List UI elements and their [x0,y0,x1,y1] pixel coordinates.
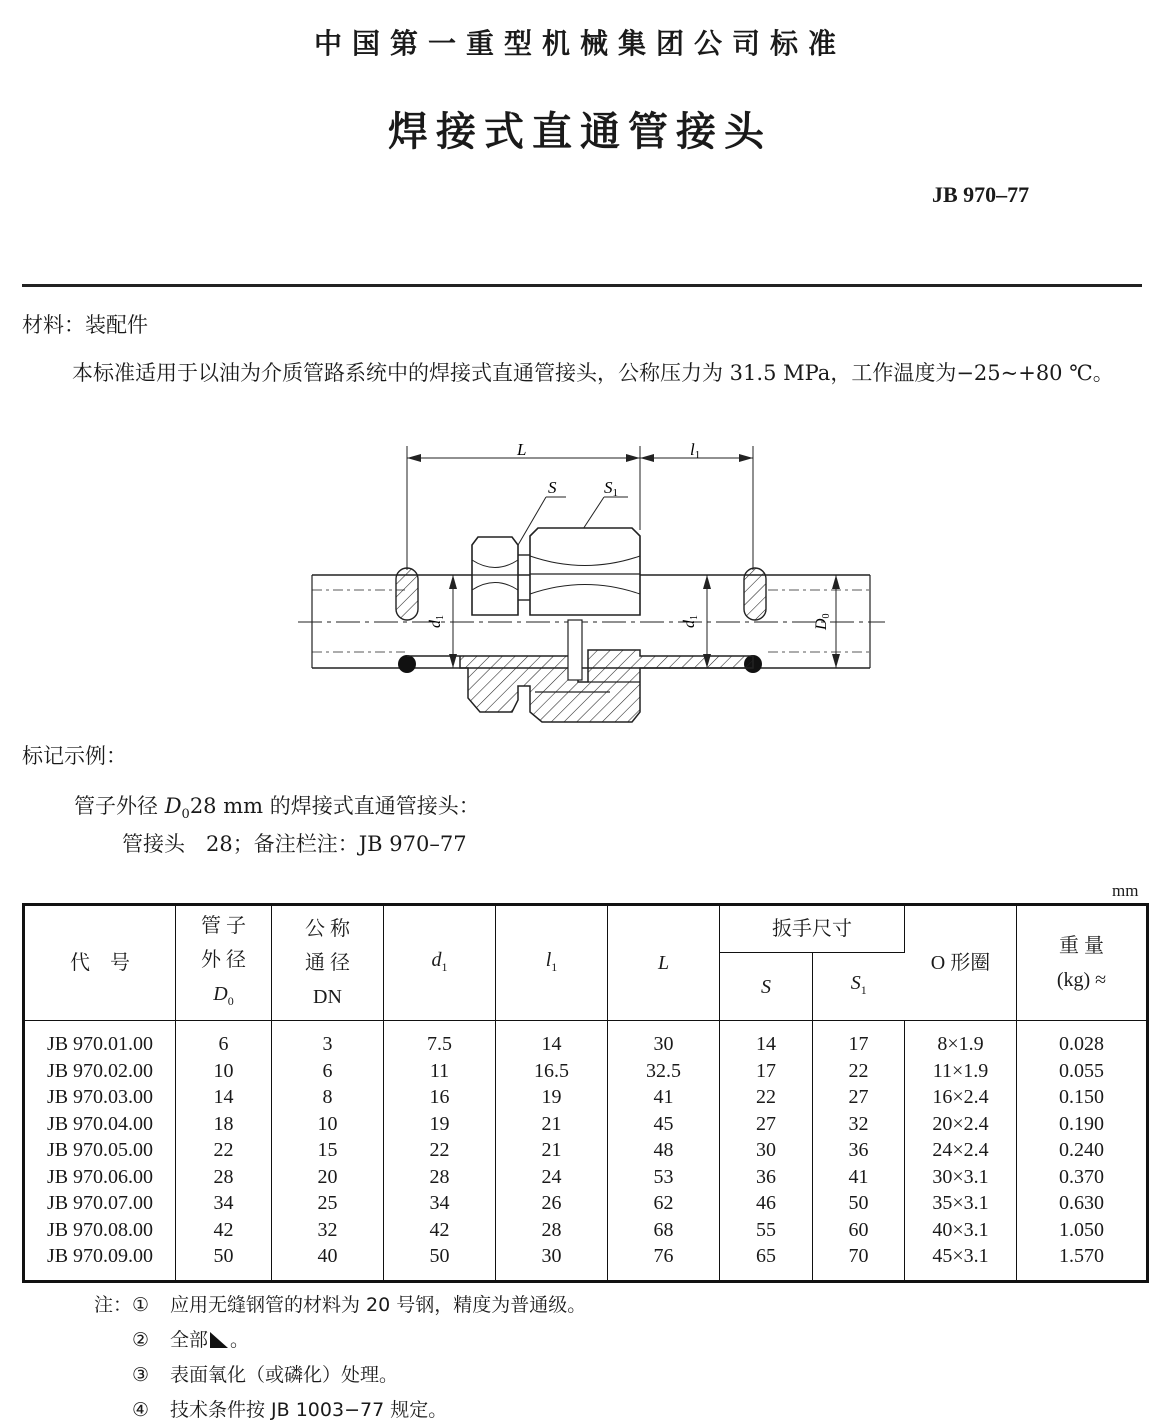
table-cell: 30×3.1 [905,1164,1017,1191]
dim-L-label: L [517,440,527,459]
label-S: S [548,478,557,497]
table-cell: 32 [813,1111,905,1138]
table-cell: 24×2.4 [905,1137,1017,1164]
table-cell: JB 970.05.00 [24,1137,176,1164]
header-rule [22,284,1142,287]
header-l1: $l_1$ [496,905,608,1021]
table-cell: 30 [496,1243,608,1281]
table-cell: JB 970.03.00 [24,1084,176,1111]
table-row [24,1084,1148,1111]
table-cell: 42 [176,1217,272,1244]
table-cell: 27 [720,1111,813,1138]
table-cell: 7.5 [384,1021,496,1058]
marking-example-line1: 管子外径 $D_028$ mm 的焊接式直通管接头： [74,794,480,823]
table-row [24,1164,1148,1191]
table-cell: 10 [272,1111,384,1138]
table-cell: JB 970.09.00 [24,1243,176,1281]
table-cell: 76 [608,1243,720,1281]
table-row [24,1217,1148,1244]
table-cell: 40×3.1 [905,1217,1017,1244]
table-cell: 30 [720,1137,813,1164]
label-S1: S1 [604,478,618,499]
organization-header: 中国第一重型机械集团公司标准 [313,27,846,60]
table-cell: 22 [384,1137,496,1164]
table-cell: 16×2.4 [905,1084,1017,1111]
table-cell: 21 [496,1111,608,1138]
table-cell: 30 [608,1021,720,1058]
header-L: L [608,905,720,1021]
table-cell: 16 [384,1084,496,1111]
table-row [24,1021,1148,1058]
table-cell: JB 970.04.00 [24,1111,176,1138]
header-outer-dia: 管 子 外 径 $D_0$ [176,905,272,1021]
table-cell: 0.370 [1059,1165,1104,1188]
table-cell: 53 [608,1164,720,1191]
table-cell: 1.570 [1059,1245,1104,1268]
header-weight: 重 量 (kg) ≈ [1017,905,1148,1021]
table-cell: JB 970.07.00 [24,1190,176,1217]
table-cell: 32.5 [608,1058,720,1085]
spec-table [22,903,1149,1283]
table-cell: JB 970.08.00 [24,1217,176,1244]
note-2: ② 全部 。 [132,1329,250,1351]
table-cell: 11 [384,1058,496,1085]
table-cell: 10 [176,1058,272,1085]
note-3: ③ 表面氧化（或磷化）处理。 [132,1364,399,1386]
standard-code: JB 970–77 [932,182,1030,207]
table-cell: 32 [272,1217,384,1244]
table-row [24,1137,1148,1164]
table-cell: 18 [176,1111,272,1138]
table-cell: 14 [720,1021,813,1058]
table-cell: 20×2.4 [905,1111,1017,1138]
marking-heading: 标记示例： [22,744,127,768]
table-cell: 15 [272,1137,384,1164]
table-row [24,1058,1148,1085]
header-S1: $S_1$ [813,953,905,1021]
table-row [24,1111,1148,1138]
table-cell: 0.630 [1059,1192,1104,1215]
table-cell: 55 [720,1217,813,1244]
table-cell: 8×1.9 [905,1021,1017,1058]
header-nominal: 公 称 通 径 DN [272,905,384,1021]
table-cell: 8 [272,1084,384,1111]
header-wrench: 扳手尺寸 [720,905,905,953]
table-cell: 17 [720,1058,813,1085]
table-cell: 14 [176,1084,272,1111]
material-line: 材料：装配件 [22,313,148,337]
table-cell: 6 [272,1058,384,1085]
table-cell: 11×1.9 [905,1058,1017,1085]
dim-l1-label: l1 [690,440,701,461]
table-cell: JB 970.01.00 [24,1021,176,1058]
table-cell: 0.028 [1059,1033,1104,1056]
table-cell: 17 [813,1021,905,1058]
table-cell: 20 [272,1164,384,1191]
table-cell: 6 [176,1021,272,1058]
table-cell: 14 [496,1021,608,1058]
table-cell: 0.055 [1059,1059,1104,1082]
table-cell: 19 [496,1084,608,1111]
dim-d1-right: d1 [681,615,700,628]
table-row [24,1243,1148,1281]
header-S: S [720,953,813,1021]
table-cell: 34 [384,1190,496,1217]
table-cell: 16.5 [496,1058,608,1085]
table-cell: 42 [384,1217,496,1244]
dim-d1-left: d1 [427,615,446,628]
table-cell: 36 [813,1137,905,1164]
header-oring: O 形圈 [905,905,1017,1021]
table-cell: 21 [496,1137,608,1164]
header-d1: $d_1$ [384,905,496,1021]
table-cell: 19 [384,1111,496,1138]
table-cell: 22 [720,1084,813,1111]
table-cell: 45 [608,1111,720,1138]
table-cell: 26 [496,1190,608,1217]
table-cell: 28 [496,1217,608,1244]
table-cell: 36 [720,1164,813,1191]
table-cell: JB 970.06.00 [24,1164,176,1191]
table-unit: mm [1112,881,1139,900]
table-row [24,1190,1148,1217]
table-cell: 48 [608,1137,720,1164]
table-cell: 0.150 [1059,1086,1104,1109]
table-cell: 50 [384,1243,496,1281]
table-cell: 41 [813,1164,905,1191]
table-cell: 28 [384,1164,496,1191]
table-cell: 22 [176,1137,272,1164]
table-cell: 27 [813,1084,905,1111]
fitting-drawing [0,430,1160,735]
table-cell: 40 [272,1243,384,1281]
table-cell: 0.190 [1059,1112,1104,1135]
table-cell: 25 [272,1190,384,1217]
spec-table-body [24,1021,1148,1282]
table-cell: 1.050 [1059,1218,1104,1241]
document-title: 焊接式直通管接头 [388,109,772,155]
note-1: 注：① 应用无缝钢管的材料为 20 号钢，精度为普通级。 [94,1294,587,1316]
table-cell: 50 [813,1190,905,1217]
table-cell: 28 [176,1164,272,1191]
weld-symbol-icon [210,1332,228,1348]
table-cell: 50 [176,1243,272,1281]
intro-paragraph: 本标准适用于以油为介质管路系统中的焊接式直通管接头，公称压力为 31.5 MPa，工作温度为−25~+80 ℃。 [72,361,1114,385]
table-cell: 68 [608,1217,720,1244]
table-cell: 62 [608,1190,720,1217]
note-4: ④ 技术条件按 JB 1003−77 规定。 [132,1399,448,1421]
table-cell: 3 [272,1021,384,1058]
table-cell: 60 [813,1217,905,1244]
table-cell: 35×3.1 [905,1190,1017,1217]
table-cell: 46 [720,1190,813,1217]
notes [94,1288,586,1428]
table-cell: 41 [608,1084,720,1111]
header-code: 代 号 [24,905,176,1021]
table-cell: 65 [720,1243,813,1281]
table-cell: JB 970.02.00 [24,1058,176,1085]
table-cell: 22 [813,1058,905,1085]
table-cell: 34 [176,1190,272,1217]
marking-example-line2: 管接头 28；备注栏注：JB 970–77 [122,832,467,856]
dim-D0: D0 [813,613,832,630]
table-cell: 24 [496,1164,608,1191]
table-cell: 45×3.1 [905,1243,1017,1281]
table-cell: 0.240 [1059,1139,1104,1162]
table-cell: 70 [813,1243,905,1281]
